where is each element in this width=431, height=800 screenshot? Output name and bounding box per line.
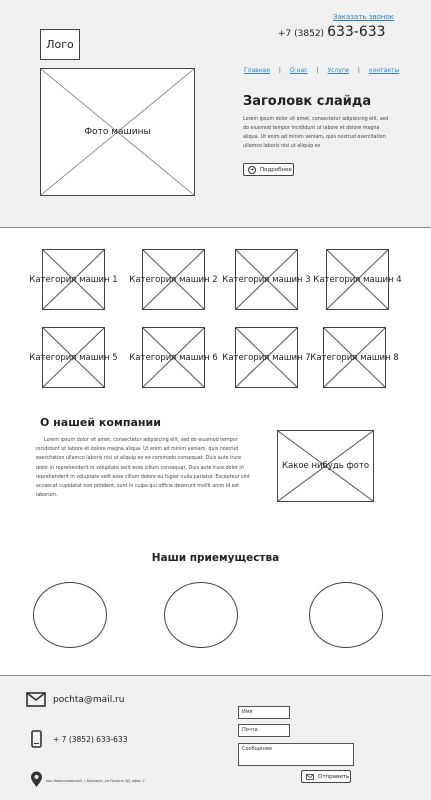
envelope-icon <box>306 774 314 780</box>
map-pin-icon <box>30 771 43 788</box>
category-card-4[interactable] <box>313 249 402 310</box>
name-field[interactable]: Имя <box>238 706 290 719</box>
category-card-5[interactable] <box>29 327 118 388</box>
slide-text: Lorem ipsum dolor sit amet, consectetur adipisicing elit, sed do eiusmod tempor incididunt ut labore et dolore magna aliqua. Ut enim ad minim veniam, quis nostrud exercitation ullamco laboris nisi ut aliquip ex <box>243 117 389 149</box>
header-phone <box>278 24 386 40</box>
category-card-6[interactable] <box>129 327 218 388</box>
nav-item-contacts[interactable]: контакты <box>368 67 400 74</box>
advantage-circle-1 <box>33 582 107 648</box>
advantage-circle-3 <box>309 582 383 648</box>
nav-item-services[interactable]: Услуги <box>327 67 349 74</box>
category-label: Категория машин 3 <box>222 274 311 285</box>
more-button-label: Подробнее <box>260 166 292 173</box>
category-card-1[interactable] <box>29 249 118 310</box>
send-button[interactable] <box>301 770 351 783</box>
hero-image-placeholder <box>40 68 195 196</box>
category-label: Категория машин 1 <box>29 274 118 285</box>
advantage-circle-2 <box>164 582 238 648</box>
category-label: Категория машин 5 <box>29 352 118 363</box>
slide-title: Заголовк слайда <box>243 94 372 109</box>
category-card-2[interactable] <box>129 249 218 310</box>
phone-code: +7 (3852) <box>278 29 325 39</box>
nav-item-about[interactable]: О нас <box>289 67 308 74</box>
category-card-8[interactable] <box>310 327 399 388</box>
about-image-placeholder <box>277 430 374 502</box>
logo[interactable]: Лого <box>40 29 80 60</box>
more-button[interactable] <box>243 163 294 176</box>
send-button-label: Отправить <box>318 773 350 780</box>
arrow-right-icon: ➔ <box>249 166 255 173</box>
message-field[interactable]: Сообщение <box>238 743 354 766</box>
nav-separator: | <box>316 67 319 74</box>
category-card-7[interactable] <box>222 327 311 388</box>
category-label: Категория машин 4 <box>313 274 402 285</box>
about-title: О нашей компании <box>40 416 161 429</box>
callback-link[interactable]: Заказать звонок <box>333 13 394 21</box>
envelope-icon <box>26 692 46 707</box>
footer-email[interactable]: pochta@mail.ru <box>53 695 125 705</box>
category-card-3[interactable] <box>222 249 311 310</box>
phone-number: 633-633 <box>327 24 386 40</box>
about-image-label: Какое нибудь фото <box>281 461 370 471</box>
footer-address: пос.Новосиловский, г.Барнаул, ул.Полина 3Д, офис 2 <box>46 779 145 783</box>
footer-phone: + 7 (3852) 633-633 <box>53 735 128 744</box>
phone-icon <box>31 730 42 748</box>
advantages-title: Наши приемущества <box>151 552 280 564</box>
category-label: Категория машин 6 <box>129 352 218 363</box>
nav-separator: | <box>278 67 281 74</box>
email-field[interactable]: Почта <box>238 724 290 737</box>
about-text: Lorem ipsum dolor sit amet, consectetur adipisicing elit, sed do eiusmod tempor incididunt ut labore et dolore magna aliqua. Ut enim ad minim veniam, quis nostrud exercitation ullamco laboris nisi ut aliquip ex ea commodo consequat. Duis aute irure dolor in reprehenderit in voluptate velit esse cillum consequat. Duis aute irure dolor in reprehenderit in voluptate velit esse cillum dolore eu fugiat nulla pariatur. Excepteur sint occaecat cupidatat non proident, sunt in culpa qui officia deserunt mollit anim id est laborum. <box>36 438 250 499</box>
nav-separator: | <box>357 67 360 74</box>
hero-image-label: Фото машины <box>84 127 151 137</box>
category-label: Категория машин 2 <box>129 274 218 285</box>
main-nav <box>244 67 399 74</box>
category-label: Категория машин 7 <box>222 352 311 363</box>
category-label: Категория машин 8 <box>310 352 399 363</box>
nav-item-home[interactable]: Главная <box>244 67 270 74</box>
